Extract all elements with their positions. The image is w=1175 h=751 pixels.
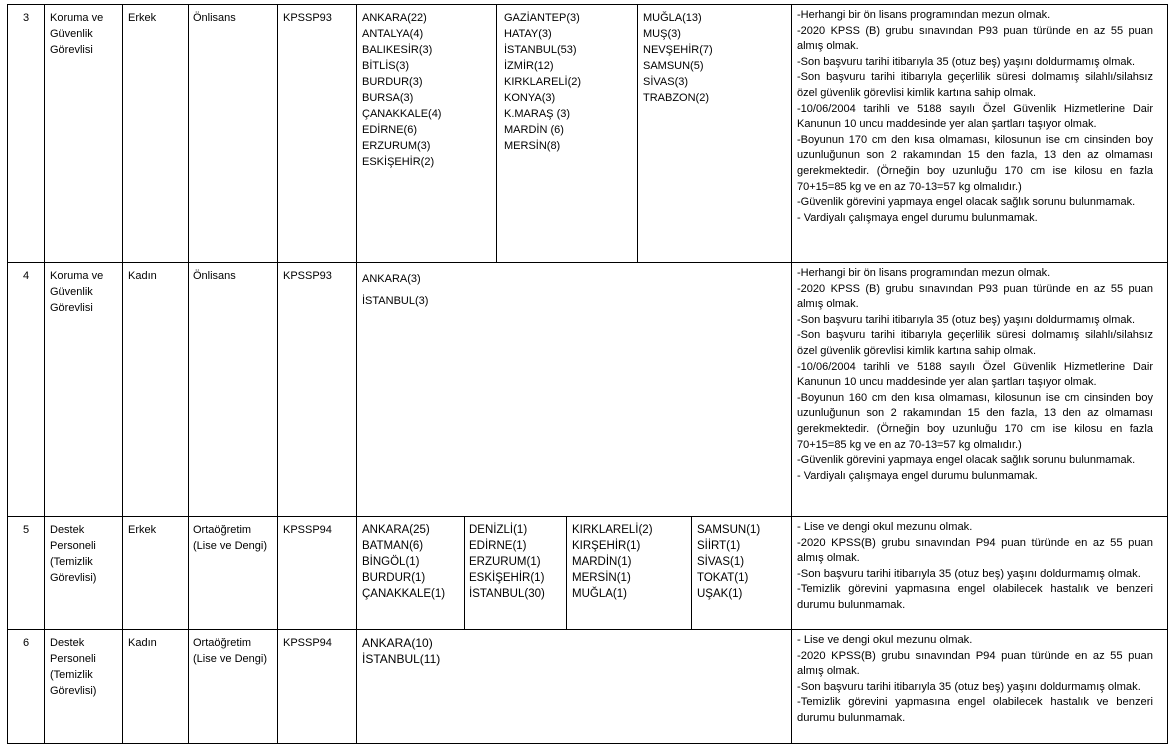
city-quota: MERSİN(8) [504,140,561,152]
requirement-item: -Son başvuru tarihi itibarıyla geçerlilik süresi dolmamış silahlı/silahsız özel güvenlik görevlisi kimlik kartına sahip olmak. [797,329,1153,357]
requirement-item: -2020 KPSS(B) grubu sınavından P94 puan türünde en az 55 puan almış olmak. [797,649,1153,678]
position-title: Koruma ve Güvenlik Görevlisi [50,270,104,314]
column-divider [791,516,792,629]
city-quota: SAMSUN(1) [697,524,761,536]
exam-score-code: KPSSP94 [283,524,332,536]
requirement-item: -2020 KPSS (B) grubu sınavından P93 puan türünde en az 55 puan almış olmak. [797,24,1153,53]
city-quota: TRABZON(2) [643,92,709,104]
city-quota: İSTANBUL(30) [469,588,545,600]
position-title: Destek Personeli (Temizlik Görevlisi) [50,524,97,584]
column-divider [122,4,123,262]
column-divider [122,262,123,516]
requirements-list [797,633,1153,727]
column-divider [356,516,357,629]
requirement-item: -10/06/2004 tarihli ve 5188 sayılı Özel Güvenlik Hizmetlerine Dair Kanunun 10 uncu maddesinde yer alan şartları taşıyor olmak. [797,102,1153,131]
column-divider [44,4,45,262]
city-quota: ANKARA(25) [362,524,430,536]
education-level: Ortaöğretim (Lise ve Dengi) [193,524,267,552]
requirement-item: -Güvenlik görevini yapmaya engel olacak sağlık sorunu bulunmamak. [797,196,1136,209]
requirement-item: -Boyunun 160 cm den kısa olmaması, kilosunun ise cm cinsinden boy uzunluğunun son 2 rakamından 15 den fazla, 13 den az olmaması gerekmektedir. (Örneğin boy uzunluğu 170 cm ise kilosu en fazla 70+15=85 kg ve en az 70-13=57 kg olmalıdır.) [797,391,1153,451]
column-divider [44,262,45,516]
city-quota: BALIKESİR(3) [362,44,433,56]
column-divider [122,629,123,743]
requirement-item: -2020 KPSS(B) grubu sınavından P94 puan türünde en az 55 puan almış olmak. [797,536,1153,565]
column-divider [188,262,189,516]
city-column-divider [496,4,497,262]
requirement-item: -Son başvuru tarihi itibarıyla 35 (otuz beş) yaşını doldurmamış olmak. [797,55,1136,68]
row-number: 3 [23,12,30,24]
city-quota: KIRŞEHİR(1) [572,540,641,552]
city-quota: KIRKLARELİ(2) [572,524,653,536]
requirement-item: - Vardiyalı çalışmaya engel durumu bulunmamak. [797,211,1038,224]
requirement-item: -Boyunun 170 cm den kısa olmaması, kilosunun ise cm cinsinden boy uzunluğunun son 2 rakamından 15 den fazla, 13 den az olmaması gerekmektedir. (Örneğin boy uzunluğu 170 cm ise kilosu en fazla 70+15=85 kg ve en az 70-13=57 kg olmalıdır.) [797,133,1153,193]
column-divider [356,4,357,262]
city-quota: K.MARAŞ (3) [504,108,571,120]
requirement-item: -10/06/2004 tarihli ve 5188 sayılı Özel Güvenlik Hizmetlerine Dair Kanunun 10 uncu maddesinde yer alan şartları taşıyor olmak. [797,360,1153,389]
column-divider [188,4,189,262]
city-quota: KIRKLARELİ(2) [504,76,582,88]
column-divider [356,262,357,516]
city-quota: ESKİŞEHİR(1) [469,572,545,584]
city-quota: İSTANBUL(3) [362,295,429,307]
column-divider [791,629,792,743]
exam-score-code: KPSSP94 [283,637,332,649]
requirement-item: -2020 KPSS (B) grubu sınavından P93 puan türünde en az 55 puan almış olmak. [797,282,1153,311]
requirement-item: -Son başvuru tarihi itibarıyla 35 (otuz beş) yaşını doldurmamış olmak. [797,313,1136,326]
requirement-item: -Son başvuru tarihi itibarıyla geçerlilik süresi dolmamış silahlı/silahsız özel güvenlik görevlisi kimlik kartına sahip olmak. [797,71,1153,99]
requirement-item: - Lise ve dengi okul mezunu olmak. [797,521,973,533]
city-quota: EDİRNE(1) [469,540,527,552]
requirement-item: -Güvenlik görevini yapmaya engel olacak sağlık sorunu bulunmamak. [797,454,1136,467]
requirements-list [797,266,1153,484]
row-divider [7,262,1168,263]
city-quota: ÇANAKKALE(4) [362,108,442,120]
table-border-bottom [7,743,1168,744]
column-divider [188,516,189,629]
city-quota: ÇANAKKALE(1) [362,588,446,600]
city-quota: EDİRNE(6) [362,124,418,136]
row-number: 4 [23,270,30,282]
city-quota: İSTANBUL(11) [362,652,441,666]
city-column-divider [464,516,465,629]
city-quota: ERZURUM(1) [469,556,541,568]
city-quota: ANKARA(3) [362,273,421,285]
gender: Erkek [128,12,157,24]
requirement-item: -Son başvuru tarihi itibarıyla 35 (otuz beş) yaşını doldurmamış olmak. [797,567,1141,580]
city-quota: ANTALYA(4) [362,28,424,40]
city-quota: MUĞLA(13) [643,12,702,24]
requirement-item: - Vardiyalı çalışmaya engel durumu bulunmamak. [797,469,1038,482]
city-column-divider [691,516,692,629]
city-quota: ESKİŞEHİR(2) [362,156,435,168]
city-quota: MERSİN(1) [572,572,631,584]
table-border-right [1167,4,1168,743]
city-quota: BİTLİS(3) [362,60,410,72]
column-divider [791,262,792,516]
city-quota: BİNGÖL(1) [362,556,420,568]
row-divider [7,516,1168,517]
exam-score-code: KPSSP93 [283,270,332,282]
position-title: Koruma ve Güvenlik Görevlisi [50,12,104,56]
city-quota: BURSA(3) [362,92,414,104]
city-quota: ANKARA(10) [362,636,433,650]
education-level: Önlisans [193,12,236,24]
city-quota: TOKAT(1) [697,572,749,584]
table-border-left [7,4,8,743]
column-divider [277,4,278,262]
city-quota: MARDİN(1) [572,556,632,568]
column-divider [277,629,278,743]
gender: Erkek [128,524,157,536]
education-level: Önlisans [193,270,236,282]
gender: Kadın [128,270,157,282]
column-divider [44,629,45,743]
column-divider [122,516,123,629]
city-quota: BURDUR(3) [362,76,423,88]
requirements-list [797,520,1153,614]
city-quota: GAZİANTEP(3) [504,12,580,24]
row-number: 6 [23,637,30,649]
city-column-divider [566,516,567,629]
city-quota: ANKARA(22) [362,12,427,24]
city-quota: MUŞ(3) [643,28,681,40]
column-divider [188,629,189,743]
city-quota: MUĞLA(1) [572,588,627,600]
city-quota: HATAY(3) [504,28,552,40]
city-quota: UŞAK(1) [697,588,743,600]
city-quota: İSTANBUL(53) [504,44,577,56]
position-title: Destek Personeli (Temizlik Görevlisi) [50,637,97,697]
column-divider [44,516,45,629]
gender: Kadın [128,637,157,649]
city-quota: MARDİN (6) [504,124,564,136]
education-level: Ortaöğretim (Lise ve Dengi) [193,637,267,665]
column-divider [277,516,278,629]
requirements-list [797,8,1153,226]
row-number: 5 [23,524,30,536]
requirement-item: -Temizlik görevini yapmasına engel olabilecek hastalık ve benzeri durumu bulunmamak. [797,696,1153,724]
row-divider [7,629,1168,630]
requirement-item: -Herhangi bir ön lisans programından mezun olmak. [797,9,1051,21]
city-quota: BATMAN(6) [362,540,424,552]
city-quota: SAMSUN(5) [643,60,704,72]
city-quota: İZMİR(12) [504,60,554,72]
requirement-item: -Herhangi bir ön lisans programından mezun olmak. [797,267,1051,279]
city-quota: KONYA(3) [504,92,556,104]
city-column-divider [637,4,638,262]
column-divider [791,4,792,262]
city-quota: SİİRT(1) [697,540,741,552]
city-quota: SİVAS(1) [697,556,745,568]
column-divider [356,629,357,743]
column-divider [277,262,278,516]
city-quota: BURDUR(1) [362,572,426,584]
requirement-item: -Son başvuru tarihi itibarıyla 35 (otuz beş) yaşını doldurmamış olmak. [797,680,1141,693]
requirement-item: - Lise ve dengi okul mezunu olmak. [797,634,973,646]
row-divider [7,4,1168,5]
city-quota: ERZURUM(3) [362,140,431,152]
exam-score-code: KPSSP93 [283,12,332,24]
requirement-item: -Temizlik görevini yapmasına engel olabilecek hastalık ve benzeri durumu bulunmamak. [797,583,1153,611]
city-quota: NEVŞEHİR(7) [643,44,713,56]
city-quota: SİVAS(3) [643,76,689,88]
city-quota: DENİZLİ(1) [469,524,528,536]
